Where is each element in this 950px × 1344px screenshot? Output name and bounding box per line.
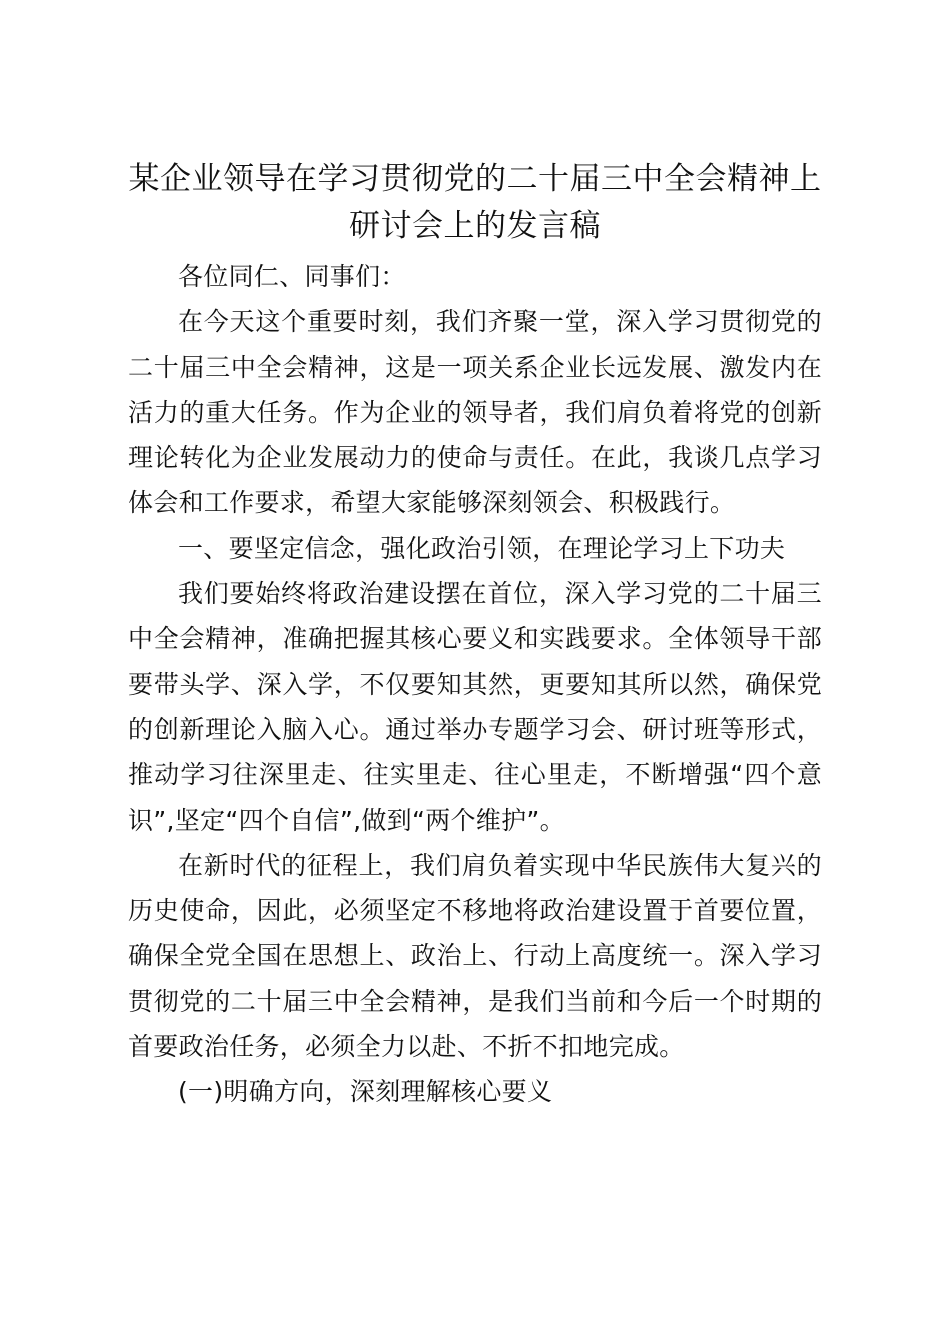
document-title: 某企业领导在学习贯彻党的二十届三中全会精神上研讨会上的发言稿: [128, 161, 822, 244]
section-heading-1: 一、要坚定信念，强化政治引领，在理论学习上下功夫: [178, 533, 786, 563]
paragraph-intro: 在今天这个重要时刻，我们齐聚一堂，深入学习贯彻党的二十届三中全会精神，这是一项关系企业长远发展、激发内在活力的重大任务。作为企业的领导者，我们肩负着将党的创新理论转化为企业发展动力的使命与责任。在此，我谈几点学习体会和工作要求，希望大家能够深刻领会、积极践行。: [128, 307, 822, 518]
paragraph-new-era: 在新时代的征程上，我们肩负着实现中华民族伟大复兴的历史使命，因此，必须坚定不移地将政治建设置于首要位置，确保全党全国在思想上、政治上、行动上高度统一。深入学习贯彻党的二十届三中全会精神，是我们当前和今后一个时期的首要政治任务，必须全力以赴、不折不扣地完成。: [128, 850, 822, 1062]
subsection-heading-1: (一)明确方向，深刻理解核心要义: [178, 1077, 553, 1107]
salutation: 各位同仁、同事们：: [178, 262, 406, 291]
paragraph-political-building: 我们要始终将政治建设摆在首位，深入学习党的二十届三中全会精神，准确把握其核心要义和实践要求。全体领导干部要带头学、深入学，不仅要知其然，更要知其所以然，确保党的创新理论入脑入心。通过举办专题学习会、研讨班等形式，推动学习往深里走、往实里走、往心里走，不断增强“四个意识”,坚定“四个自信”,做到“两个维护”。: [128, 579, 822, 835]
